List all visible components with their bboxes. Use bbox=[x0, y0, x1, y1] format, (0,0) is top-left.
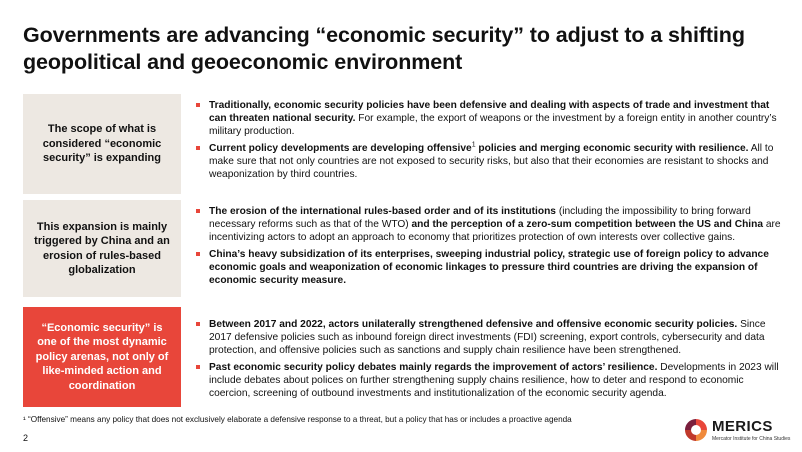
bullet-bold-text: and the perception of a zero-sum competition between the US and China bbox=[411, 219, 764, 231]
bullet-bold-text: Past economic security policy debates mainly regards the improvement of actors’ resilience. bbox=[209, 361, 658, 373]
bullet-marker-icon bbox=[196, 146, 200, 150]
bullet-marker-icon bbox=[196, 252, 200, 256]
logo-subtitle: Mercator Institute for China Studies bbox=[712, 436, 791, 442]
bullet-bold-text: policies and merging economic security with resilience. bbox=[475, 142, 749, 154]
row-label-expansion: This expansion is mainly triggered by China and an erosion of rules-based globalization bbox=[23, 200, 181, 297]
row-label-scope: The scope of what is considered “economic security” is expanding bbox=[23, 94, 181, 194]
bullet-bold-text: The erosion of the international rules-based order and of its institutions bbox=[209, 206, 556, 217]
bullet-item bbox=[196, 318, 786, 358]
bullet-marker-icon bbox=[196, 209, 200, 213]
page-title: Governments are advancing “economic security” to adjust to a shifting geopolitical and geoeconomic environment bbox=[23, 23, 745, 74]
bullet-bold-text: China’s heavy subsidization of its enterprises, sweeping industrial policy, strategic use of foreign policy to advance economic goals and weaponization of economic linkages to pressure third countries are driving the expansion of economic security measure. bbox=[209, 248, 769, 287]
bullet-item bbox=[196, 142, 786, 182]
bullet-text: All to make sure that not only countries are not exposed to security risks, but also that their economies are resistant to shocks and weaponization by third countries. bbox=[209, 142, 774, 181]
bullet-item bbox=[196, 205, 786, 245]
logo-wordmark: MERICS bbox=[712, 418, 773, 435]
bullet-bold-text: Between 2017 and 2022, actors unilaterally strengthened defensive and offensive economic security policies. bbox=[209, 319, 738, 330]
bullet-text: (including the impossibility to bring forward necessary reforms such as that of the WTO) bbox=[209, 206, 751, 231]
bullet-marker-icon bbox=[196, 103, 200, 107]
merics-logo bbox=[683, 417, 793, 445]
bullet-group-scope bbox=[196, 99, 786, 184]
bullet-marker-icon bbox=[196, 365, 200, 369]
bullet-text: are incentivizing actors to adopt an approach to economy that prioritizes protection of own interests over collective gains. bbox=[209, 219, 781, 244]
bullet-bold-text: Current policy developments are developing offensive bbox=[209, 142, 472, 154]
bullet-text: Since 2017 defensive policies such as inbound foreign direct investments (FDI) screening, export controls, cybersecurity and data protection, and offensive policies such as sanctions and supply chain resilience have been strengthened. bbox=[209, 319, 766, 357]
row-label-dynamic: “Economic security” is one of the most dynamic policy arenas, not only of like-minded action and coordination bbox=[23, 307, 181, 407]
page-number: 2 bbox=[23, 433, 29, 443]
bullet-text: For example, the export of weapons or the investment by a foreign entity in another country’s military production. bbox=[209, 113, 777, 138]
bullet-item bbox=[196, 361, 786, 401]
bullet-marker-icon bbox=[196, 322, 200, 326]
bullet-item bbox=[196, 248, 786, 288]
bullet-bold-text: Traditionally, economic security policies have been defensive and dealing with aspects of trade and investment that can threaten national security. bbox=[209, 100, 770, 125]
footnote-marker: 1 bbox=[471, 141, 476, 149]
bullet-group-expansion bbox=[196, 205, 786, 290]
merics-logo-icon bbox=[683, 417, 709, 443]
bullet-item bbox=[196, 99, 786, 139]
footnote: ¹ “Offensive” means any policy that does not exclusively elaborate a defensive response to a threat, but a policy that has or includes a proactive agenda bbox=[23, 415, 572, 424]
bullet-group-dynamic bbox=[196, 318, 786, 403]
bullet-text: Developments in 2023 will include debates about polices on further strengthening supply chains resilience, how to deter and respond to economic coercion, screening of outbound investments and institutionalization of the economic security agenda. bbox=[209, 361, 779, 400]
